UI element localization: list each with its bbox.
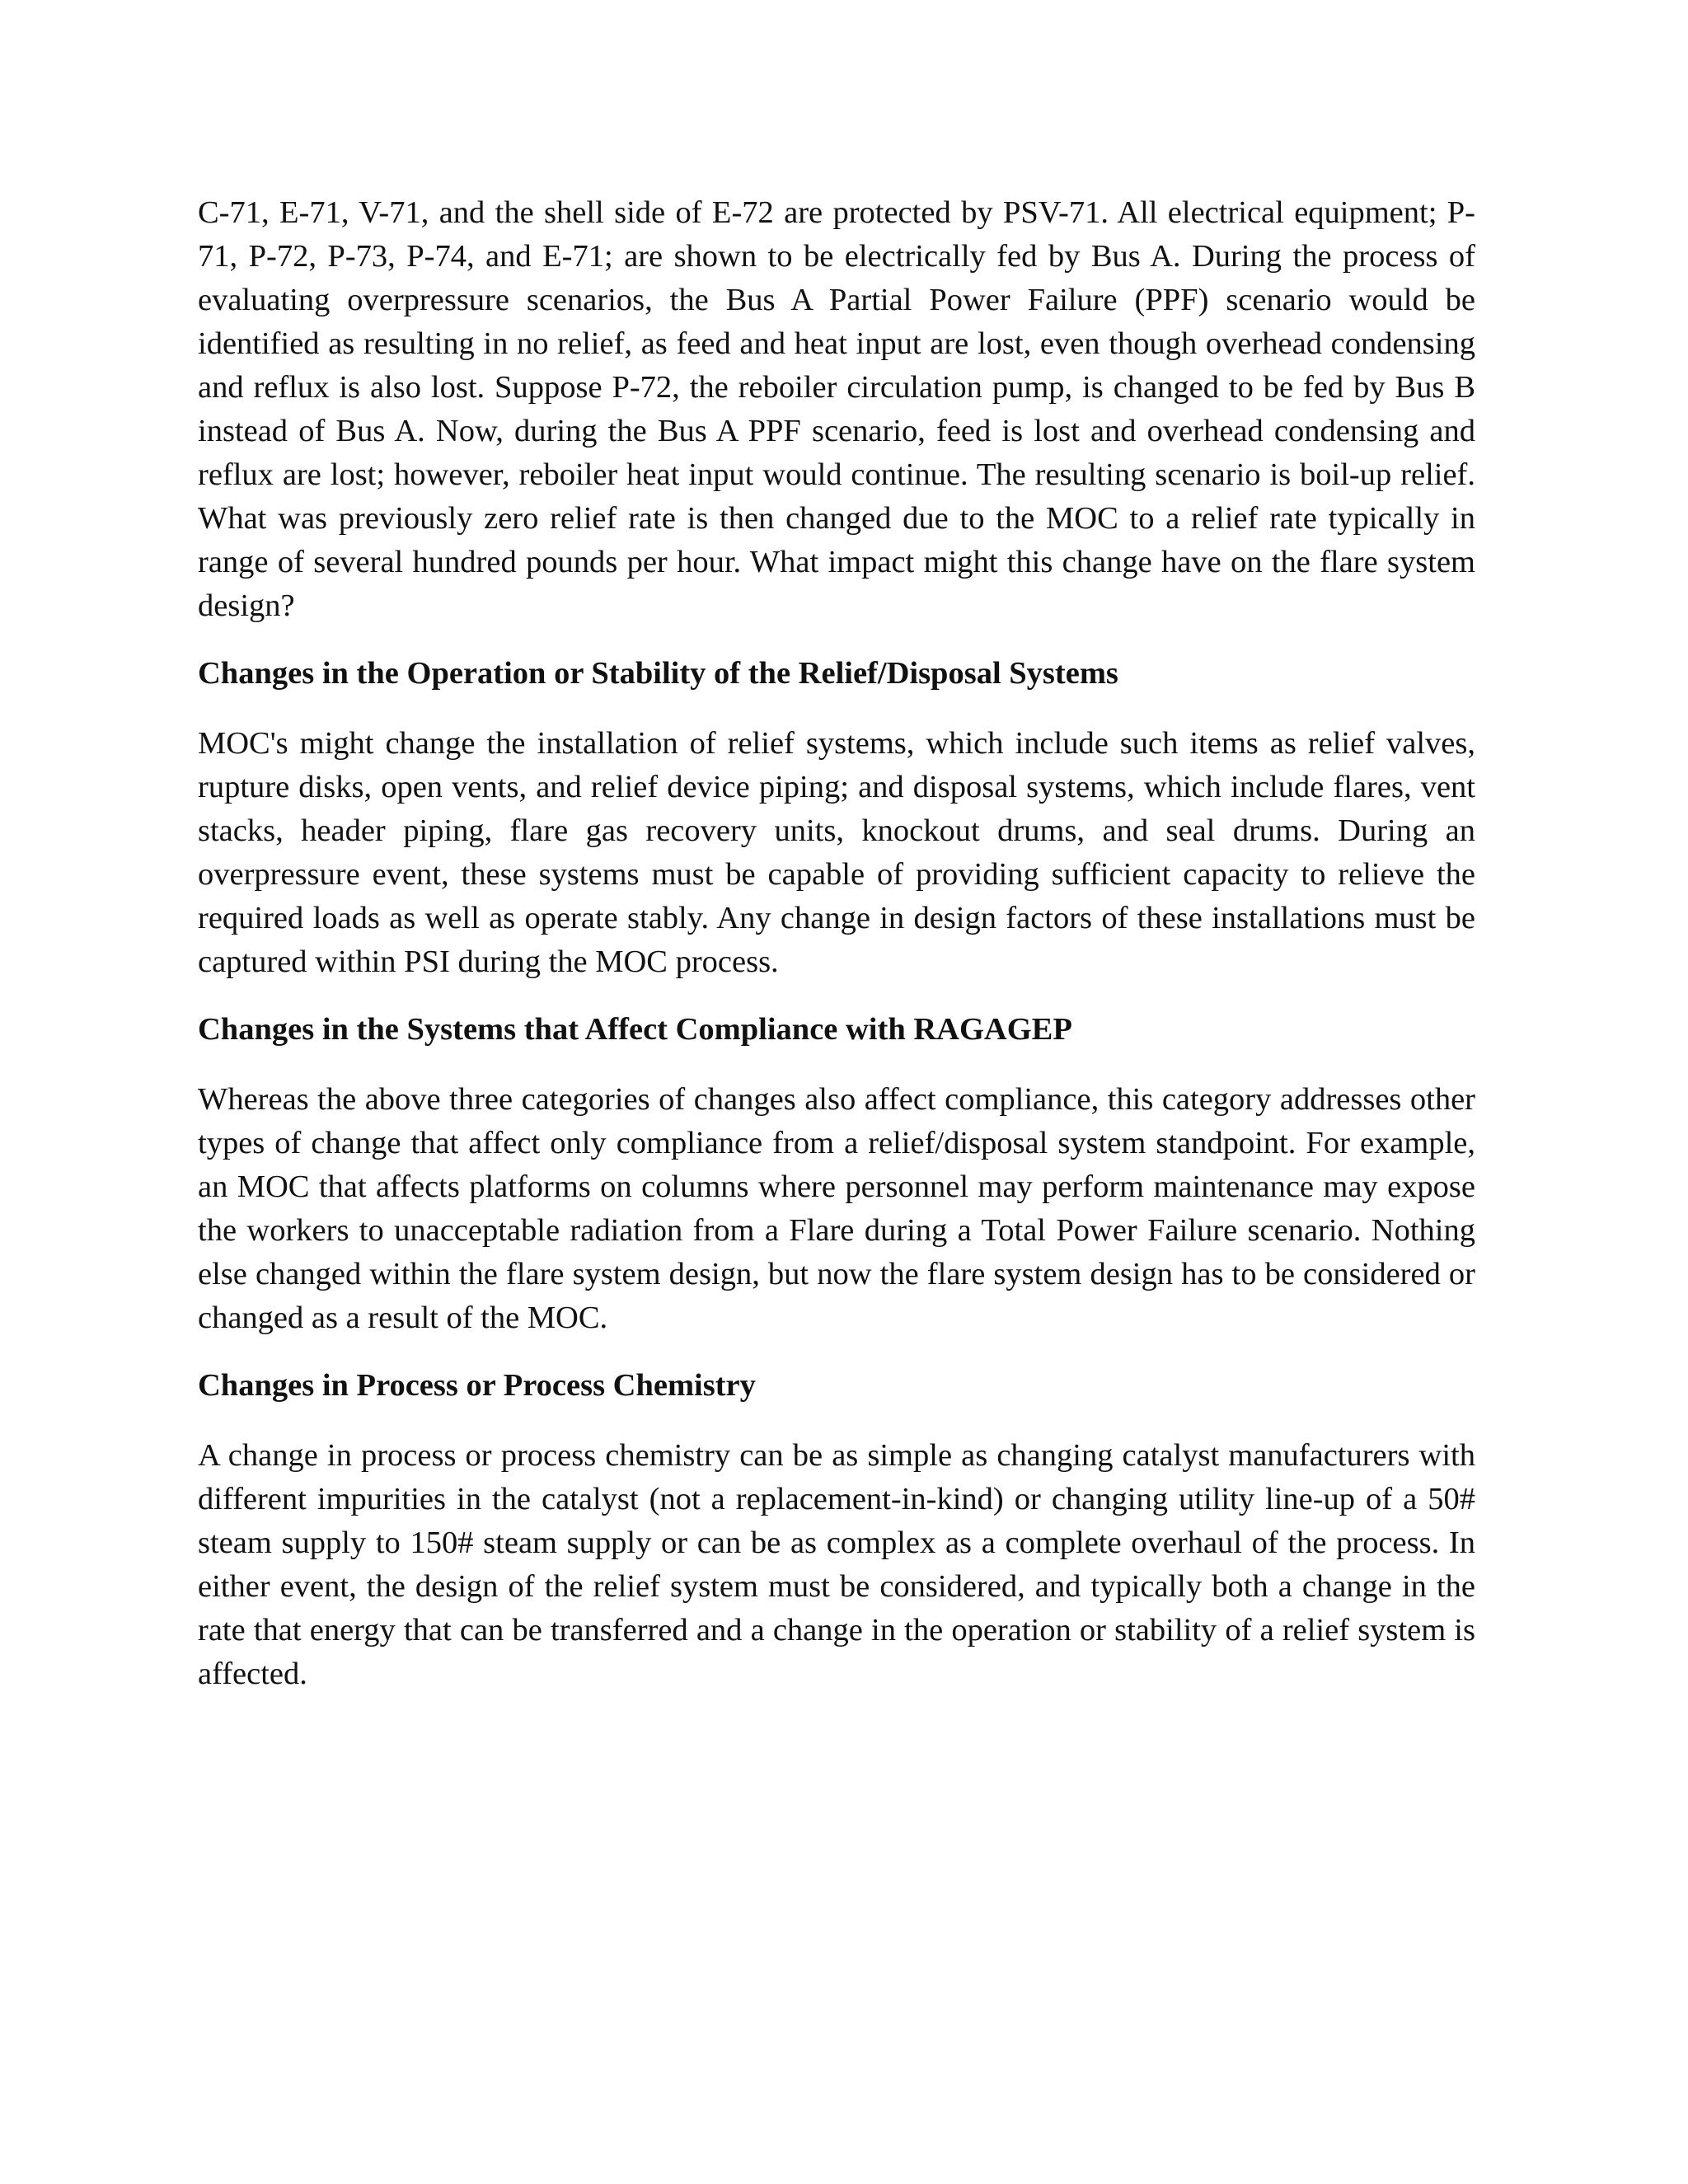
section-body-process-chemistry: A change in process or process chemistry can be as simple as changing catalyst manufacturers with different impurities in the catalyst (not a replacement-in-kind) or changing utility line-up of a 50# steam supply to 150# steam supply or can be as complex as a complete overhaul of the process. In either event, the design of the relief system must be considered, and typically both a change in the rate that energy that can be transferred and a change in the operation or stability of a relief system is affected. xyxy=(198,1438,1475,1691)
section-body-relief-disposal: MOC's might change the installation of relief systems, which include such items as relief valves, rupture disks, open vents, and relief device piping; and disposal systems, which include flares, vent stacks, header piping, flare gas recovery units, knockout drums, and seal drums. During an overpressure event, these systems must be capable of providing sufficient capacity to relieve the required loads as well as operate stably. Any change in design factors of these installations must be captured within PSI during the MOC process. xyxy=(198,726,1475,979)
intro-paragraph: C-71, E-71, V-71, and the shell side of E-72 are protected by PSV-71. All electrical equipment; P-71, P-72, P-73, P-74, and E-71; are shown to be electrically fed by Bus A. During the process of evaluating overpressure scenarios, the Bus A Partial Power Failure (PPF) scenario would be identified as resulting in no relief, as feed and heat input are lost, even though overhead condensing and reflux is also lost. Suppose P-72, the reboiler circulation pump, is changed to be fed by Bus B instead of Bus A. Now, during the Bus A PPF scenario, feed is lost and overhead condensing and reflux are lost; however, reboiler heat input would continue. The resulting scenario is boil-up relief. What was previously zero relief rate is then changed due to the MOC to a relief rate typically in range of several hundred pounds per hour. What impact might this change have on the flare system design? xyxy=(198,195,1475,623)
section-body-ragagep: Whereas the above three categories of changes also affect compliance, this category addresses other types of change that affect only compliance from a relief/disposal system standpoint. For example, an MOC that affects platforms on columns where personnel may perform maintenance may expose the workers to unacceptable radiation from a Flare during a Total Power Failure scenario. Nothing else changed within the flare system design, but now the flare system design has to be considered or changed as a result of the MOC. xyxy=(198,1082,1475,1335)
spacer xyxy=(198,984,1475,1008)
spacer xyxy=(198,696,1475,722)
document-page xyxy=(198,191,1475,1696)
section-heading-relief-disposal: Changes in the Operation or Stability of the Relief/Disposal Systems xyxy=(198,656,1118,691)
spacer xyxy=(198,1052,1475,1078)
spacer xyxy=(198,628,1475,652)
spacer xyxy=(198,1340,1475,1364)
section-heading-process-chemistry: Changes in Process or Process Chemistry xyxy=(198,1368,756,1403)
section-heading-ragagep: Changes in the Systems that Affect Compliance with RAGAGEP xyxy=(198,1012,1072,1047)
spacer xyxy=(198,1408,1475,1434)
